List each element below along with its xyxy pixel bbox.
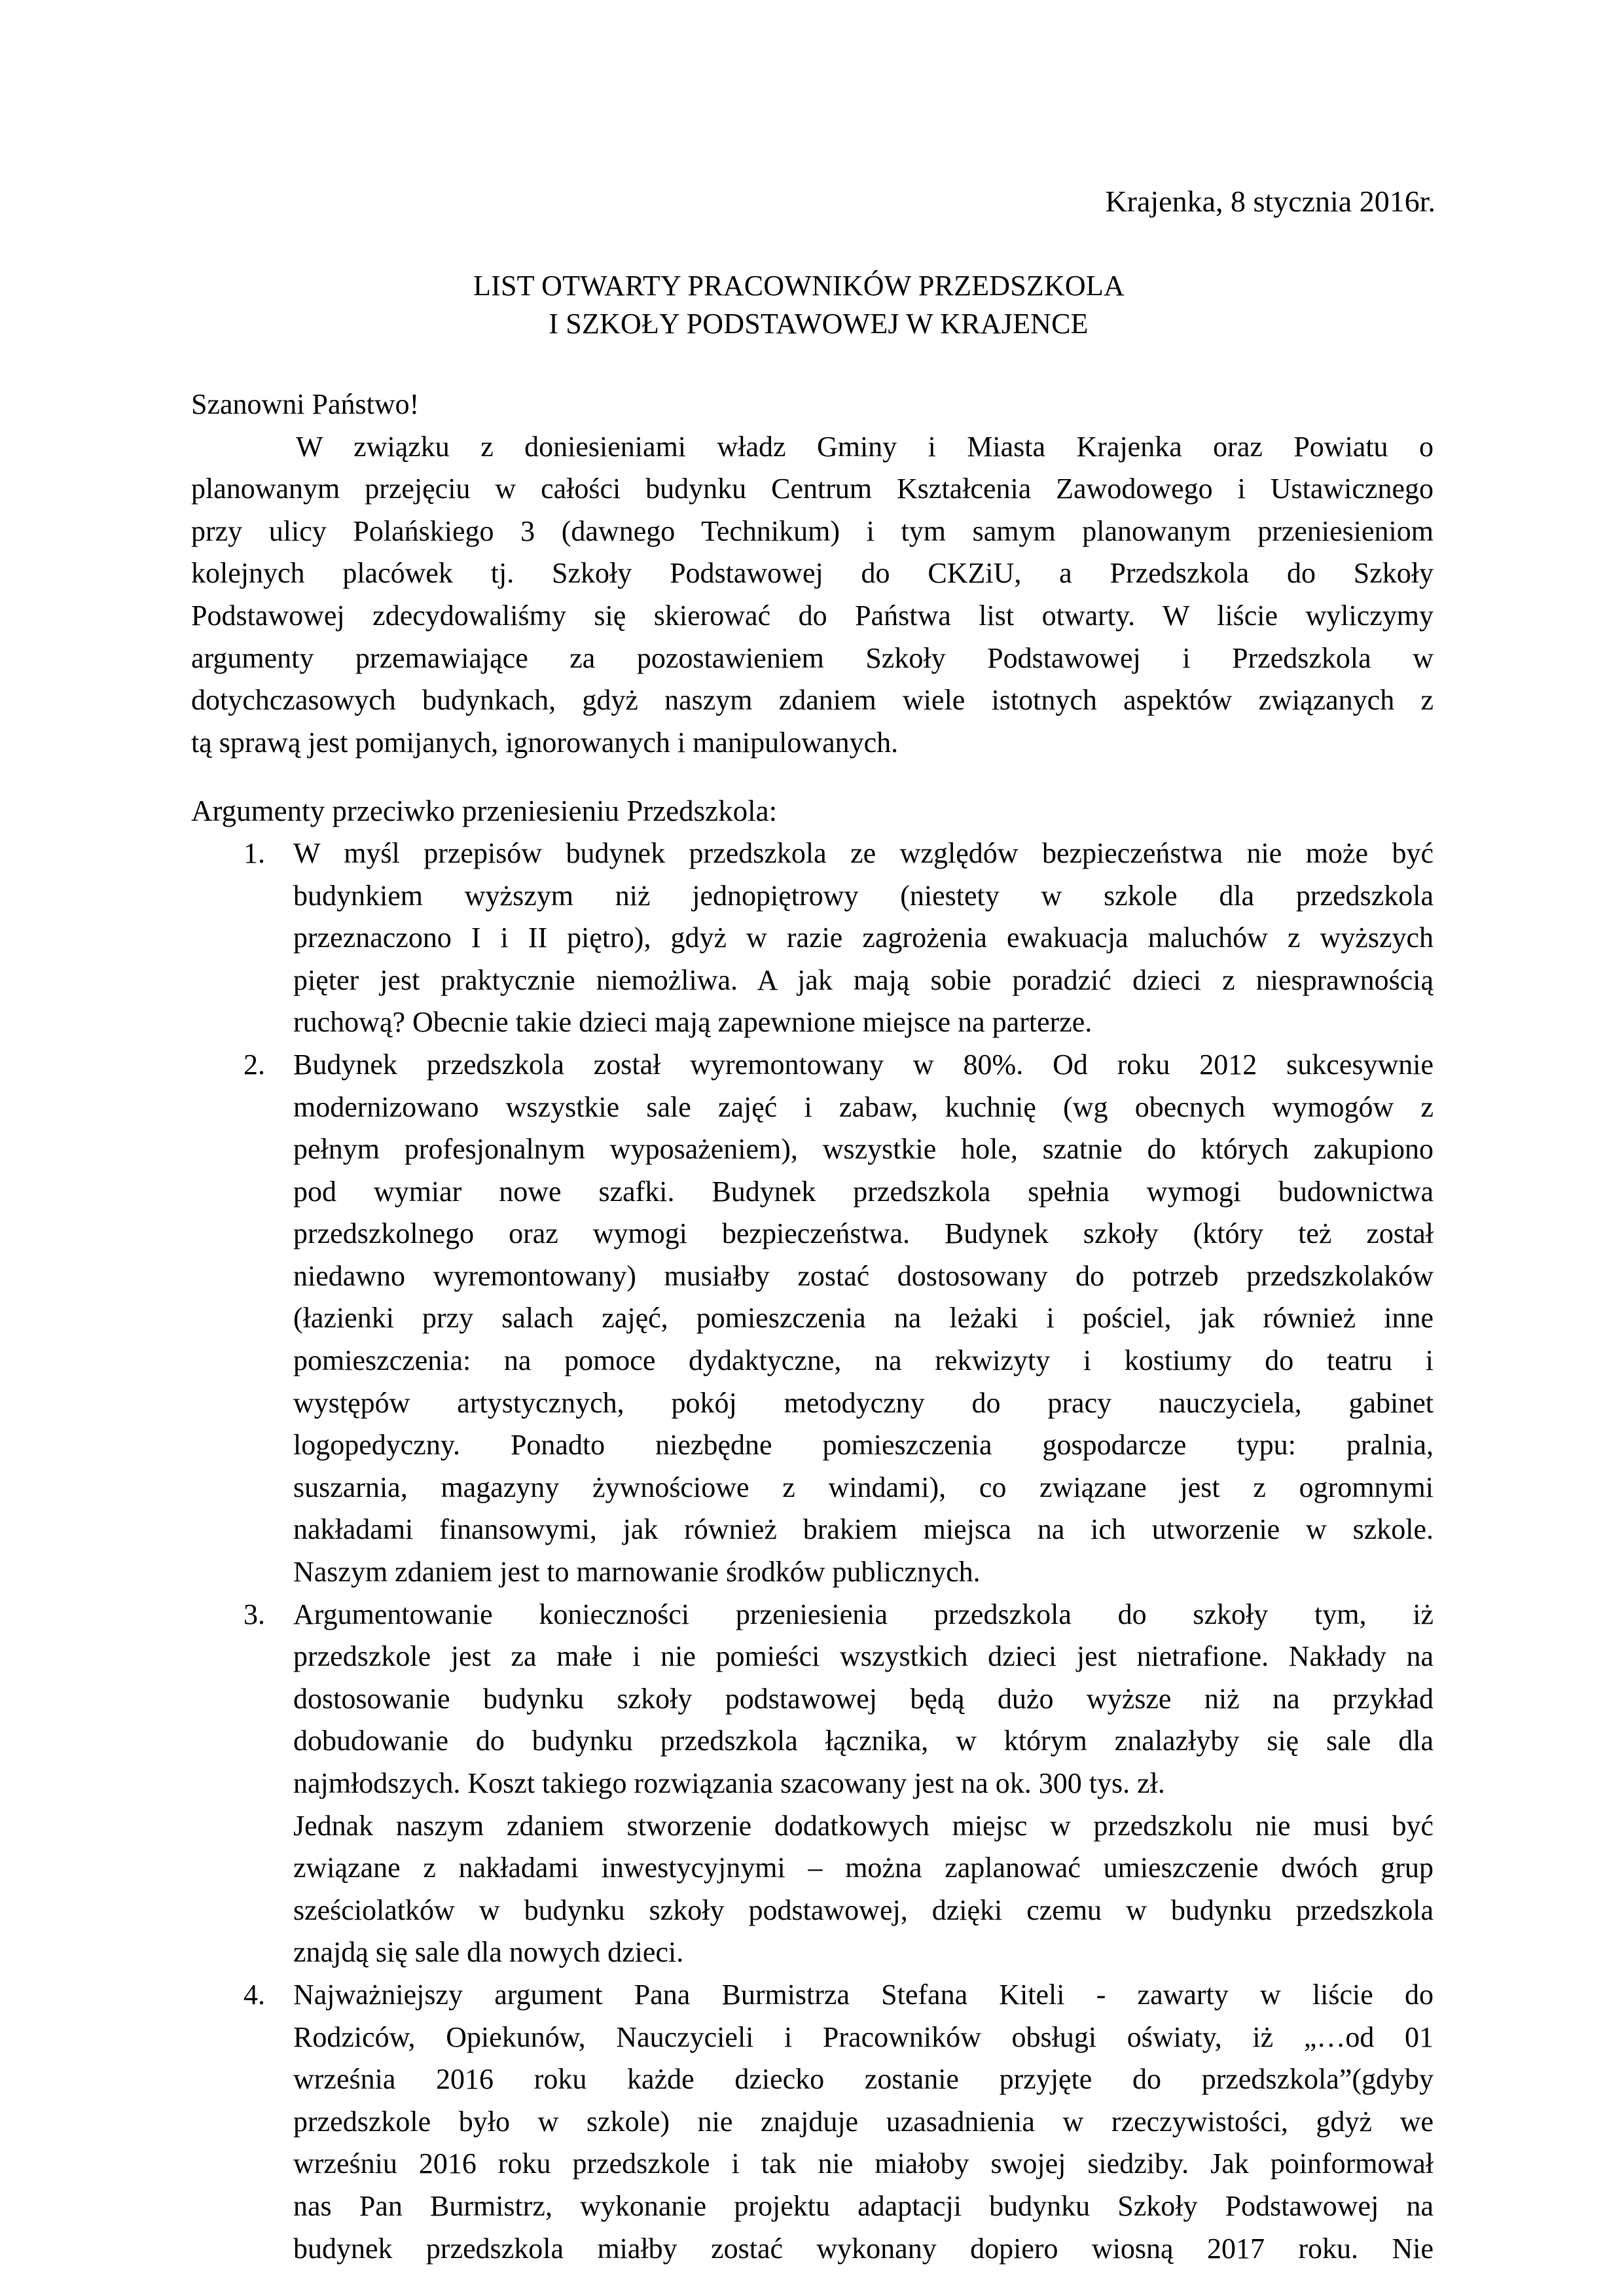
argument-line: Naszym zdaniem jest to marnowanie środków publicznych. (293, 1556, 981, 1588)
intro-line: dotychczasowych budynkach, gdyż naszym zdaniem wiele istotnych aspektów związanych z (191, 684, 1434, 717)
argument-line: nas Pan Burmistrz, wykonanie projektu adaptacji budynku Szkoły Podstawowej na (293, 2189, 1434, 2222)
argument-number: 1. (244, 836, 265, 869)
salutation: Szanowni Państwo! (191, 388, 420, 420)
argument-line: pomieszczenia: na pomoce dydaktyczne, na rekwizyty i kostiumy do teatru i (293, 1344, 1434, 1377)
title-line-1: LIST OTWARTY PRACOWNIKÓW PRZEDSZKOLA (473, 270, 1125, 302)
argument-line: (łazienki przy salach zajęć, pomieszczenia na leżaki i pościel, jak również inne (293, 1302, 1434, 1335)
argument-line: pod wymiar nowe szafki. Budynek przedszkola spełnia wymogi budownictwa (293, 1175, 1434, 1208)
argument-line: pełnym profesjonalnym wyposażeniem), wszystkie hole, szatnie do których zakupiono (293, 1133, 1434, 1166)
date-line: Krajenka, 8 stycznia 2016r. (1105, 185, 1435, 218)
argument-line: budynek przedszkola miałby zostać wykonany dopiero wiosną 2017 roku. Nie (293, 2232, 1434, 2265)
intro-line: W związku z doniesieniami władz Gminy i Miasta Krajenka oraz Powiatu o (296, 430, 1434, 463)
intro-line: kolejnych placówek tj. Szkoły Podstawowej do CKZiU, a Przedszkola do Szkoły (191, 557, 1434, 590)
title-line-2: I SZKOŁY PODSTAWOWEJ W KRAJENCE (549, 308, 1089, 340)
argument-item-1 (191, 833, 1434, 1044)
argument-line: logopedyczny. Ponadto niezbędne pomieszczenia gospodarcze typu: pralnia, (293, 1429, 1434, 1462)
argument-line: niedawno wyremontowany) musiałby zostać dostosowany do potrzeb przedszkolaków (293, 1259, 1434, 1292)
argument-number: 3. (244, 1598, 265, 1630)
intro-line: tą sprawą jest pomijanych, ignorowanych i manipulowanych. (191, 726, 899, 759)
argument-line: września 2016 roku każde dziecko zostanie przyjęte do przedszkola”(gdyby (293, 2063, 1434, 2096)
argument-line: dostosowanie budynku szkoły podstawowej będą dużo wyższe niż na przykład (293, 1682, 1434, 1715)
argument-line: suszarnia, magazyny żywnościowe z windami), co związane jest z ogromnymi (293, 1471, 1434, 1503)
argument-line: przeznaczono I i II piętro), gdyż w razie zagrożenia ewakuacja maluchów z wyższych (293, 922, 1434, 954)
argument-line: występów artystycznych, pokój metodyczny do pracy nauczyciela, gabinet (293, 1386, 1434, 1419)
argument-number: 4. (244, 1978, 265, 2011)
paragraph-gap (191, 764, 1434, 790)
argument-line: przedszkole jest za małe i nie pomieści wszystkich dzieci jest nietrafione. Nakłady na (293, 1640, 1434, 1673)
argument-line: związane z nakładami inwestycyjnymi – można zaplanować umieszczenie dwóch grup (293, 1852, 1434, 1884)
argument-item-3 (191, 1594, 1434, 1974)
argument-line: sześciolatków w budynku szkoły podstawowej, dzięki czemu w budynku przedszkola (293, 1893, 1434, 1926)
argument-line: dobudowanie do budynku przedszkola łącznika, w którym znalazłyby się sale dla (293, 1725, 1434, 1757)
intro-line: argumenty przemawiające za pozostawieniem Szkoły Podstawowej i Przedszkola w (191, 641, 1434, 674)
argument-line: wrześniu 2016 roku przedszkole i tak nie miałoby swojej siedziby. Jak poinformował (293, 2147, 1434, 2180)
argument-number: 2. (244, 1048, 265, 1081)
argument-line: modernizowano wszystkie sale zajęć i zabaw, kuchnię (wg obecnych wymogów z (293, 1090, 1434, 1123)
argument-line: Rodziców, Opiekunów, Nauczycieli i Pracowników obsługi oświaty, iż „…od 01 (293, 2020, 1434, 2053)
argument-line: ruchową? Obecnie takie dzieci mają zapewnione miejsce na parterze. (293, 1006, 1092, 1039)
argument-line: przedszkole było w szkole) nie znajduje uzasadnienia w rzeczywistości, gdyż we (293, 2105, 1434, 2138)
intro-line: planowanym przejęciu w całości budynku Centrum Kształcenia Zawodowego i Ustawicznego (191, 473, 1434, 505)
intro-paragraph (191, 426, 1434, 764)
intro-line: Podstawowej zdecydowaliśmy się skierować do Państwa list otwarty. W liście wyliczymy (191, 599, 1434, 632)
argument-line: Argumentowanie konieczności przeniesienia przedszkola do szkoły tym, iż (293, 1598, 1434, 1630)
argument-item-2 (191, 1044, 1434, 1594)
argument-item-4 (191, 1974, 1434, 2270)
argument-line: Budynek przedszkola został wyremontowany w 80%. Od roku 2012 sukcesywnie (293, 1048, 1434, 1081)
argument-line: pięter jest praktycznie niemożliwa. A jak mają sobie poradzić dzieci z niesprawnością (293, 963, 1434, 996)
intro-line: przy ulicy Polańskiego 3 (dawnego Technikum) i tym samym planowanym przeniesieniom (191, 514, 1434, 547)
letter-title (0, 267, 1624, 343)
arguments-list (191, 833, 1434, 2270)
argument-line: Najważniejszy argument Pana Burmistrza Stefana Kiteli - zawarty w liście do (293, 1978, 1434, 2011)
argument-line: najmłodszych. Koszt takiego rozwiązania szacowany jest na ok. 300 tys. zł. (293, 1767, 1165, 1799)
argument-line: znajdą się sale dla nowych dzieci. (293, 1936, 684, 1969)
argument-line: nakładami finansowymi, jak również brakiem miejsca na ich utworzenie w szkole. (293, 1513, 1434, 1546)
section-heading: Argumenty przeciwko przeniesieniu Przedszkola: (191, 795, 778, 828)
argument-line: budynkiem wyższym niż jednopiętrowy (niestety w szkole dla przedszkola (293, 879, 1434, 912)
letter-body (191, 384, 1434, 2270)
argument-line: przedszkolnego oraz wymogi bezpieczeństwa. Budynek szkoły (który też został (293, 1217, 1434, 1250)
argument-line: W myśl przepisów budynek przedszkola ze względów bezpieczeństwa nie może być (293, 836, 1434, 869)
argument-line: Jednak naszym zdaniem stworzenie dodatkowych miejsc w przedszkolu nie musi być (293, 1809, 1434, 1842)
